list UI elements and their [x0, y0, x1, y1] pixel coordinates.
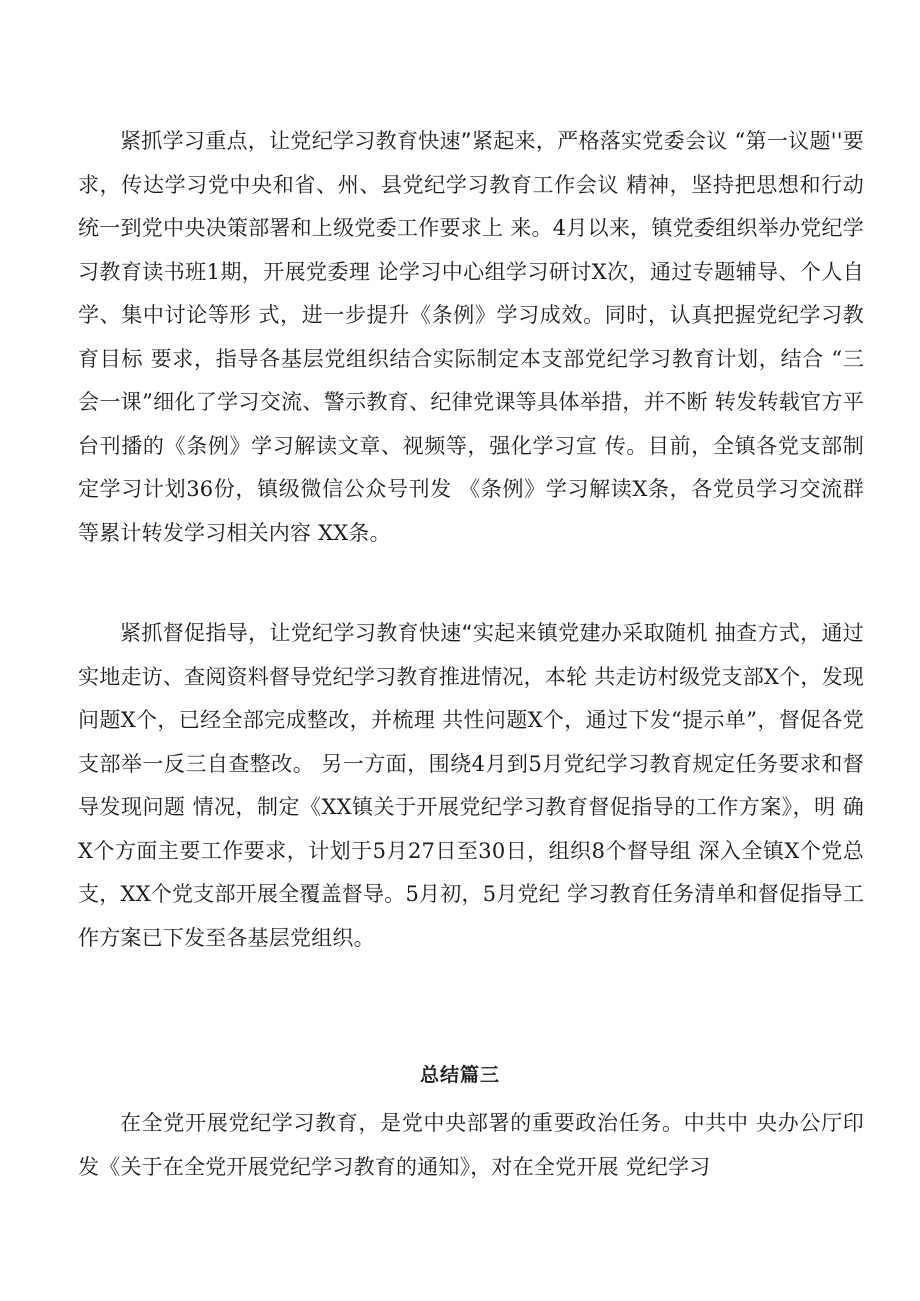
paragraph-study-focus: [78, 120, 864, 555]
paragraph-study-focus-body: 严格落实党委会议 “第一议题''要求，传达学习党中央和省、州、县党纪学习教育工作会议 精神，坚持把思想和行动统一到党中央决策部署和上级党委工作要求上 来。4月以来，镇党委组织举办党纪学习教育读书班1期，开展党委理 论学习中心组学习研讨X次，通过专题辅导、个人自学、集中讨论等形 式，进一步提升《条例》学习成效。同时，认真把握党纪学习教育目标 要求，指导各基层党组织结合实际制定本支部党纪学习教育计划，结合 “三会一课”细化了学习交流、警示教育、纪律党课等具体举措，并不断 转发转载官方平台刊播的《条例》学习解读文章、视频等，强化学习宣 传。目前，全镇各党支部制定学习计划36份，镇级微信公众号刊发 《条例》学习解读X条，各党员学习交流群等累计转发学习相关内容 XX条。: [78, 129, 864, 545]
paragraph-supervision-body: 镇党建办采取随机 抽查方式，通过实地走访、查阅资料督导党纪学习教育推进情况，本轮 共走访村级党支部X个，发现问题X个，已经全部完成整改，并梳理 共性问题X个，通过下发“提示单”，督促各党支部举一反三自查整改。 另一方面，围绕4月到5月党纪学习教育规定任务要求和督导发现问题 情况，制定《XX镇关于开展党纪学习教育督促指导的工作方案》，明 确X个方面主要工作要求，计划于5月27日至30日，组织8个督导组 深入全镇X个党总支，XX个党支部开展全覆盖督导。5月初，5月党纪 学习教育任务清单和督促指导工作方案已下发至各基层党组织。: [78, 621, 864, 950]
paragraph-study-focus-lead: 紧抓学习重点，让党纪学习教育快速”紧起来，: [120, 129, 558, 153]
paragraph-study-focus-text: [78, 120, 864, 555]
paragraph-supervision-text: [78, 612, 864, 960]
section-heading: 总结篇三: [419, 1064, 500, 1086]
paragraph-intro: [78, 1102, 864, 1189]
paragraph-intro-text: 在全党开展党纪学习教育，是党中央部署的重要政治任务。中共中 央办公厅印发《关于在全党开展党纪学习教育的通知》，对在全党开展 党纪学习: [78, 1111, 864, 1179]
paragraph-supervision: [78, 612, 864, 960]
paragraph-supervision-lead: 紧抓督促指导，让党纪学习教育快速“实起来: [120, 621, 537, 645]
